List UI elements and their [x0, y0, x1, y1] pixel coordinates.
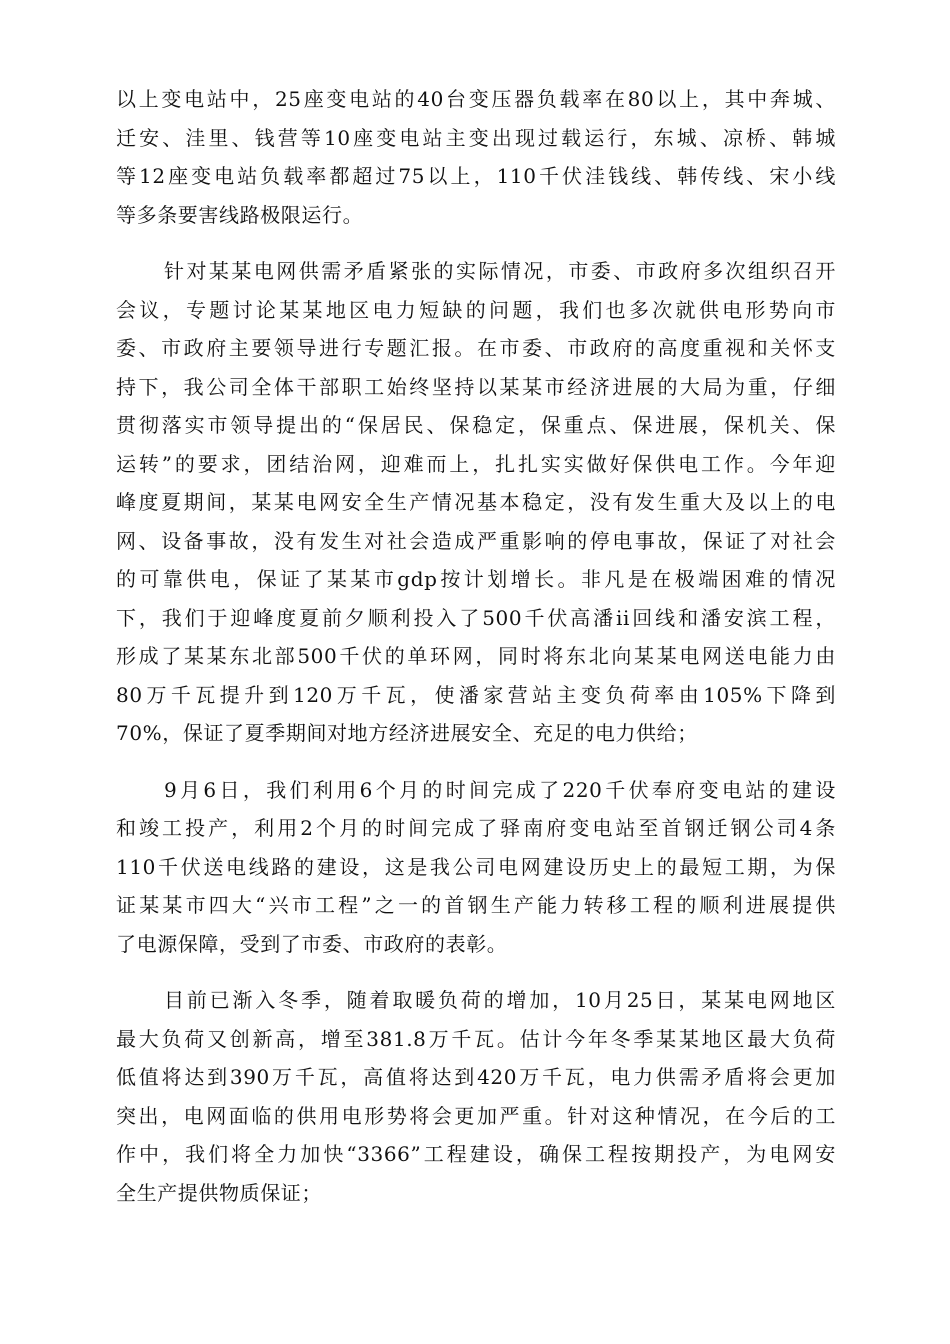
text-line: 80万千瓦提升到120万千瓦，使潘家营站主变负荷率由105%下降到 [116, 682, 836, 707]
text-line: 的可靠供电，保证了某某市gdp按计划增长。非凡是在极端困难的情况 [116, 567, 836, 591]
text-line: 9月6日，我们利用6个月的时间完成了220千伏奉府变电站的建设 [164, 777, 836, 802]
text-line: 110千伏送电线路的建设，这是我公司电网建设历史上的最短工期，为保 [116, 854, 836, 879]
text-line: 会议，专题讨论某某地区电力短缺的问题，我们也多次就供电形势向市 [116, 297, 836, 322]
text-line: 全生产提供物质保证； [116, 1180, 322, 1205]
document-page [116, 80, 836, 1212]
text-line: 峰度夏期间，某某电网安全生产情况基本稳定，没有发生重大及以上的电 [116, 490, 836, 514]
text-line: 最大负荷又创新高，增至381.8万千瓦。估计今年冬季某某地区最大负荷 [116, 1026, 836, 1051]
text-line: 贯彻落实市领导提出的“保居民、保稳定，保重点、保进展，保机关、保 [116, 413, 836, 437]
text-line: 下，我们于迎峰度夏前夕顺利投入了500千伏高潘ii回线和潘安滨工程， [116, 605, 836, 630]
text-line: 等多条要害线路极限运行。 [116, 202, 364, 227]
paragraph [116, 80, 836, 234]
text-line: 针对某某电网供需矛盾紧张的实际情况，市委、市政府多次组织召开 [164, 259, 836, 283]
text-line: 运转”的要求，团结治网，迎难而上，扎扎实实做好保供电工作。今年迎 [116, 451, 836, 476]
text-line: 作中，我们将全力加快“3366”工程建设，确保工程按期投产，为电网安 [116, 1142, 836, 1166]
text-line: 持下，我公司全体干部职工始终坚持以某某市经济进展的大局为重，仔细 [116, 374, 836, 399]
text-line: 委、市政府主要领导进行专题汇报。在市委、市政府的高度重视和关怀支 [116, 336, 836, 360]
text-line: 等12座变电站负载率都超过75以上，110千伏洼钱线、韩传线、宋小线 [116, 164, 836, 188]
text-line: 突出，电网面临的供用电形势将会更加严重。针对这种情况，在今后的工 [116, 1103, 836, 1128]
text-line: 网、设备事故，没有发生对社会造成严重影响的停电事故，保证了对社会 [116, 528, 836, 553]
paragraph [116, 771, 836, 964]
text-line: 70%，保证了夏季期间对地方经济进展安全、充足的电力供给； [116, 721, 698, 745]
text-line: 证某某市四大“兴市工程”之一的首钢生产能力转移工程的顺利进展提供 [116, 893, 836, 917]
paragraph [116, 981, 836, 1212]
paragraph [116, 252, 836, 753]
text-line: 迁安、洼里、钱营等10座变电站主变出现过载运行，东城、凉桥、韩城 [116, 125, 836, 150]
text-line: 了电源保障，受到了市委、市政府的表彰。 [116, 931, 508, 956]
text-line: 低值将达到390万千瓦，高值将达到420万千瓦，电力供需矛盾将会更加 [116, 1065, 836, 1089]
text-line: 形成了某某东北部500千伏的单环网，同时将东北向某某电网送电能力由 [116, 644, 836, 668]
text-line: 以上变电站中，25座变电站的40台变压器负载率在80以上，其中奔城、 [116, 87, 836, 111]
text-line: 目前已渐入冬季，随着取暖负荷的增加，10月25日，某某电网地区 [164, 988, 836, 1012]
text-line: 和竣工投产，利用2个月的时间完成了驿南府变电站至首钢迁钢公司4条 [116, 816, 836, 840]
